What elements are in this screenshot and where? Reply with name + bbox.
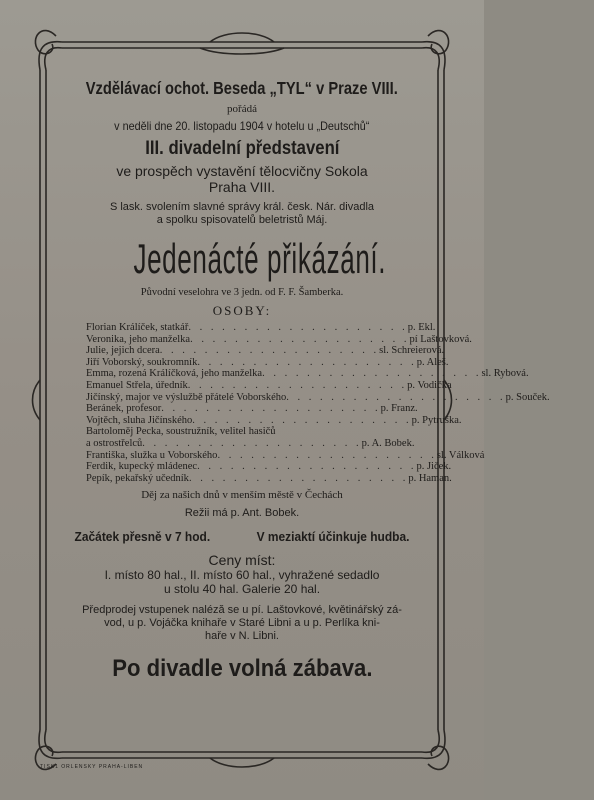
cast-role: Jiří Voborský, soukromník bbox=[86, 356, 198, 368]
printer-imprint: TISK1 ORLENSKY PRAHA-LIBEN bbox=[40, 764, 144, 770]
organization-name: Vzdělávací ochot. Beseda „TYL“ v Praze VIII. bbox=[85, 78, 399, 98]
cast-row bbox=[86, 426, 418, 438]
cast-row bbox=[86, 461, 452, 473]
prices-line-1: I. místo 80 hal., II. místo 60 hal., vyhražené sedadlo bbox=[104, 568, 380, 583]
leader-dots: . . . . . . . . . . . . . . . . . . . . bbox=[197, 461, 417, 473]
cast-actor bbox=[330, 426, 418, 438]
cast-role: Vojtěch, sluha Jičínského bbox=[86, 414, 193, 426]
leader-dots: . . . . . . . . . . . . . . . . . . . . bbox=[262, 368, 482, 380]
cast-row bbox=[86, 449, 485, 462]
poradu-text: pořádá bbox=[227, 103, 257, 115]
leader-dots: . . . . . . . . . . . . . . . . . . . . bbox=[187, 379, 408, 391]
cast-role: Veronika, jeho manželka bbox=[86, 333, 191, 345]
cast-row bbox=[86, 403, 418, 415]
setting-line: Děj za našich dnů v menším městě v Čechách bbox=[141, 489, 343, 502]
cast-row bbox=[86, 414, 462, 427]
music-note: V meziaktí účinkuje hudba. bbox=[256, 529, 410, 545]
cast-actor: p. Pytruška. bbox=[411, 414, 462, 426]
cast-row bbox=[86, 345, 445, 357]
leader-dots: . . . . . . . . . . . . . . . . . . . . bbox=[286, 391, 506, 403]
leader-dots: . . . . . . . . . . . . . . . . . . . . bbox=[142, 437, 362, 449]
cast-actor: sl. Válková bbox=[436, 449, 485, 461]
cast-actor: p. Aleš. bbox=[416, 356, 449, 368]
cast-actor: p. A. Bobek. bbox=[361, 437, 415, 449]
leader-dots: . . . . . . . . . . . . . . . . . . . . bbox=[159, 345, 380, 357]
cast-role: a ostrostřelců bbox=[86, 437, 143, 449]
leader-dots: . . . . . . . . . . . . . . . . . . . . bbox=[188, 472, 409, 484]
leader-dots: . . . . . . . . . . . . . . . . . . . . bbox=[192, 414, 412, 426]
start-music-line bbox=[71, 529, 413, 544]
direction-line: Režii má p. Ant. Bobek. bbox=[184, 507, 300, 520]
cast-heading: OSOBY: bbox=[212, 303, 272, 318]
leader-dots: . . . . . . . . . . . . . . . . . . . . bbox=[188, 322, 408, 333]
prices-line-2: u stolu 40 hal. Galerie 20 hal. bbox=[163, 582, 321, 597]
cast-row bbox=[86, 438, 418, 450]
cast-role: Ferdik, kupecký mládenec bbox=[86, 461, 198, 473]
cast-row bbox=[86, 379, 452, 392]
cast-actor: p. Haman. bbox=[408, 472, 452, 484]
cast-role: Beránek, profesor bbox=[86, 403, 162, 415]
start-time: Začátek přesně v 7 hod. bbox=[74, 529, 211, 545]
presale-line-3: haře v N. Libni. bbox=[205, 630, 279, 643]
presale-line-1: Předprodej vstupenek naléză se u pí. Laštovkové, květinářský zá- bbox=[82, 604, 402, 617]
closing-line: Po divadle volná zábava. bbox=[111, 655, 373, 683]
presale-line-2: vod, u p. Vojáčka knihaře v Staré Libni a u p. Perlíka kni- bbox=[104, 617, 380, 630]
cast-row bbox=[86, 322, 436, 334]
play-subtitle: Původní veselohra ve 3 jedn. od F. F. Šamberka. bbox=[140, 287, 344, 298]
leader-dots: . . . . . . . . . . . . . . . . . . . . bbox=[161, 403, 381, 415]
cast-role: Pepík, pekařský učedník bbox=[86, 472, 189, 484]
cast-actor: p. Ekl. bbox=[407, 322, 436, 333]
cast-row bbox=[86, 333, 472, 346]
cast-row bbox=[86, 391, 550, 404]
prices-heading: Ceny míst: bbox=[208, 552, 276, 569]
event-title: III. divadelní představení bbox=[144, 138, 340, 159]
cast-actor: p. Jiček. bbox=[416, 461, 452, 473]
cast-role: Emma, rozená Králíčková, jeho manželka bbox=[86, 368, 263, 380]
cast-row bbox=[86, 472, 452, 485]
play-title: Jedenácté přikázání. bbox=[133, 235, 387, 282]
leader-dots: . . . . . . . . . . . . . . . . . . . . bbox=[190, 333, 410, 345]
permission-line-2: a spolku spisovatelů beletristů Máj. bbox=[156, 214, 328, 226]
purpose-line-2: Praha VIII. bbox=[208, 179, 276, 195]
cast-role: Františka, služka u Voborského bbox=[86, 449, 218, 461]
cast-actor: pí Laštovková. bbox=[409, 333, 472, 345]
cast-actor: sl. Rybová. bbox=[481, 368, 529, 380]
poster-content bbox=[56, 78, 550, 683]
cast-role: Florian Králíček, statkář bbox=[86, 322, 189, 333]
leader-dots bbox=[276, 426, 330, 438]
cast-row bbox=[86, 356, 449, 369]
cast-role: Bartoloměj Pecka, soustružník, velitel hasičů bbox=[86, 426, 276, 438]
purpose-line-1: ve prospěch vystavění tělocvičny Sokola bbox=[116, 163, 368, 179]
cast-list bbox=[56, 322, 550, 484]
cast-role: Julie, jejich dcera bbox=[86, 345, 160, 357]
cast-actor: sl. Schreierová. bbox=[379, 345, 445, 357]
cast-actor: p. Vodička bbox=[407, 379, 452, 391]
cast-role: Emanuel Střela, úředník bbox=[86, 379, 188, 391]
permission-line-1: S lask. svolením slavné správy král. česk. Nár. divadla bbox=[109, 201, 375, 213]
date-venue-line: v neděli dne 20. listopadu 1904 v hotelu u „Deutschů“ bbox=[114, 119, 370, 133]
cast-row bbox=[86, 368, 529, 380]
leader-dots: . . . . . . . . . . . . . . . . . . . . bbox=[197, 356, 417, 368]
presale-info bbox=[56, 604, 428, 643]
cast-actor: p. Franz. bbox=[380, 403, 418, 415]
leader-dots: . . . . . . . . . . . . . . . . . . . . bbox=[217, 449, 437, 461]
cast-role: Jičínský, major ve výslužbě přátelé Voborského bbox=[86, 391, 287, 403]
cast-actor: p. Souček. bbox=[505, 391, 550, 403]
